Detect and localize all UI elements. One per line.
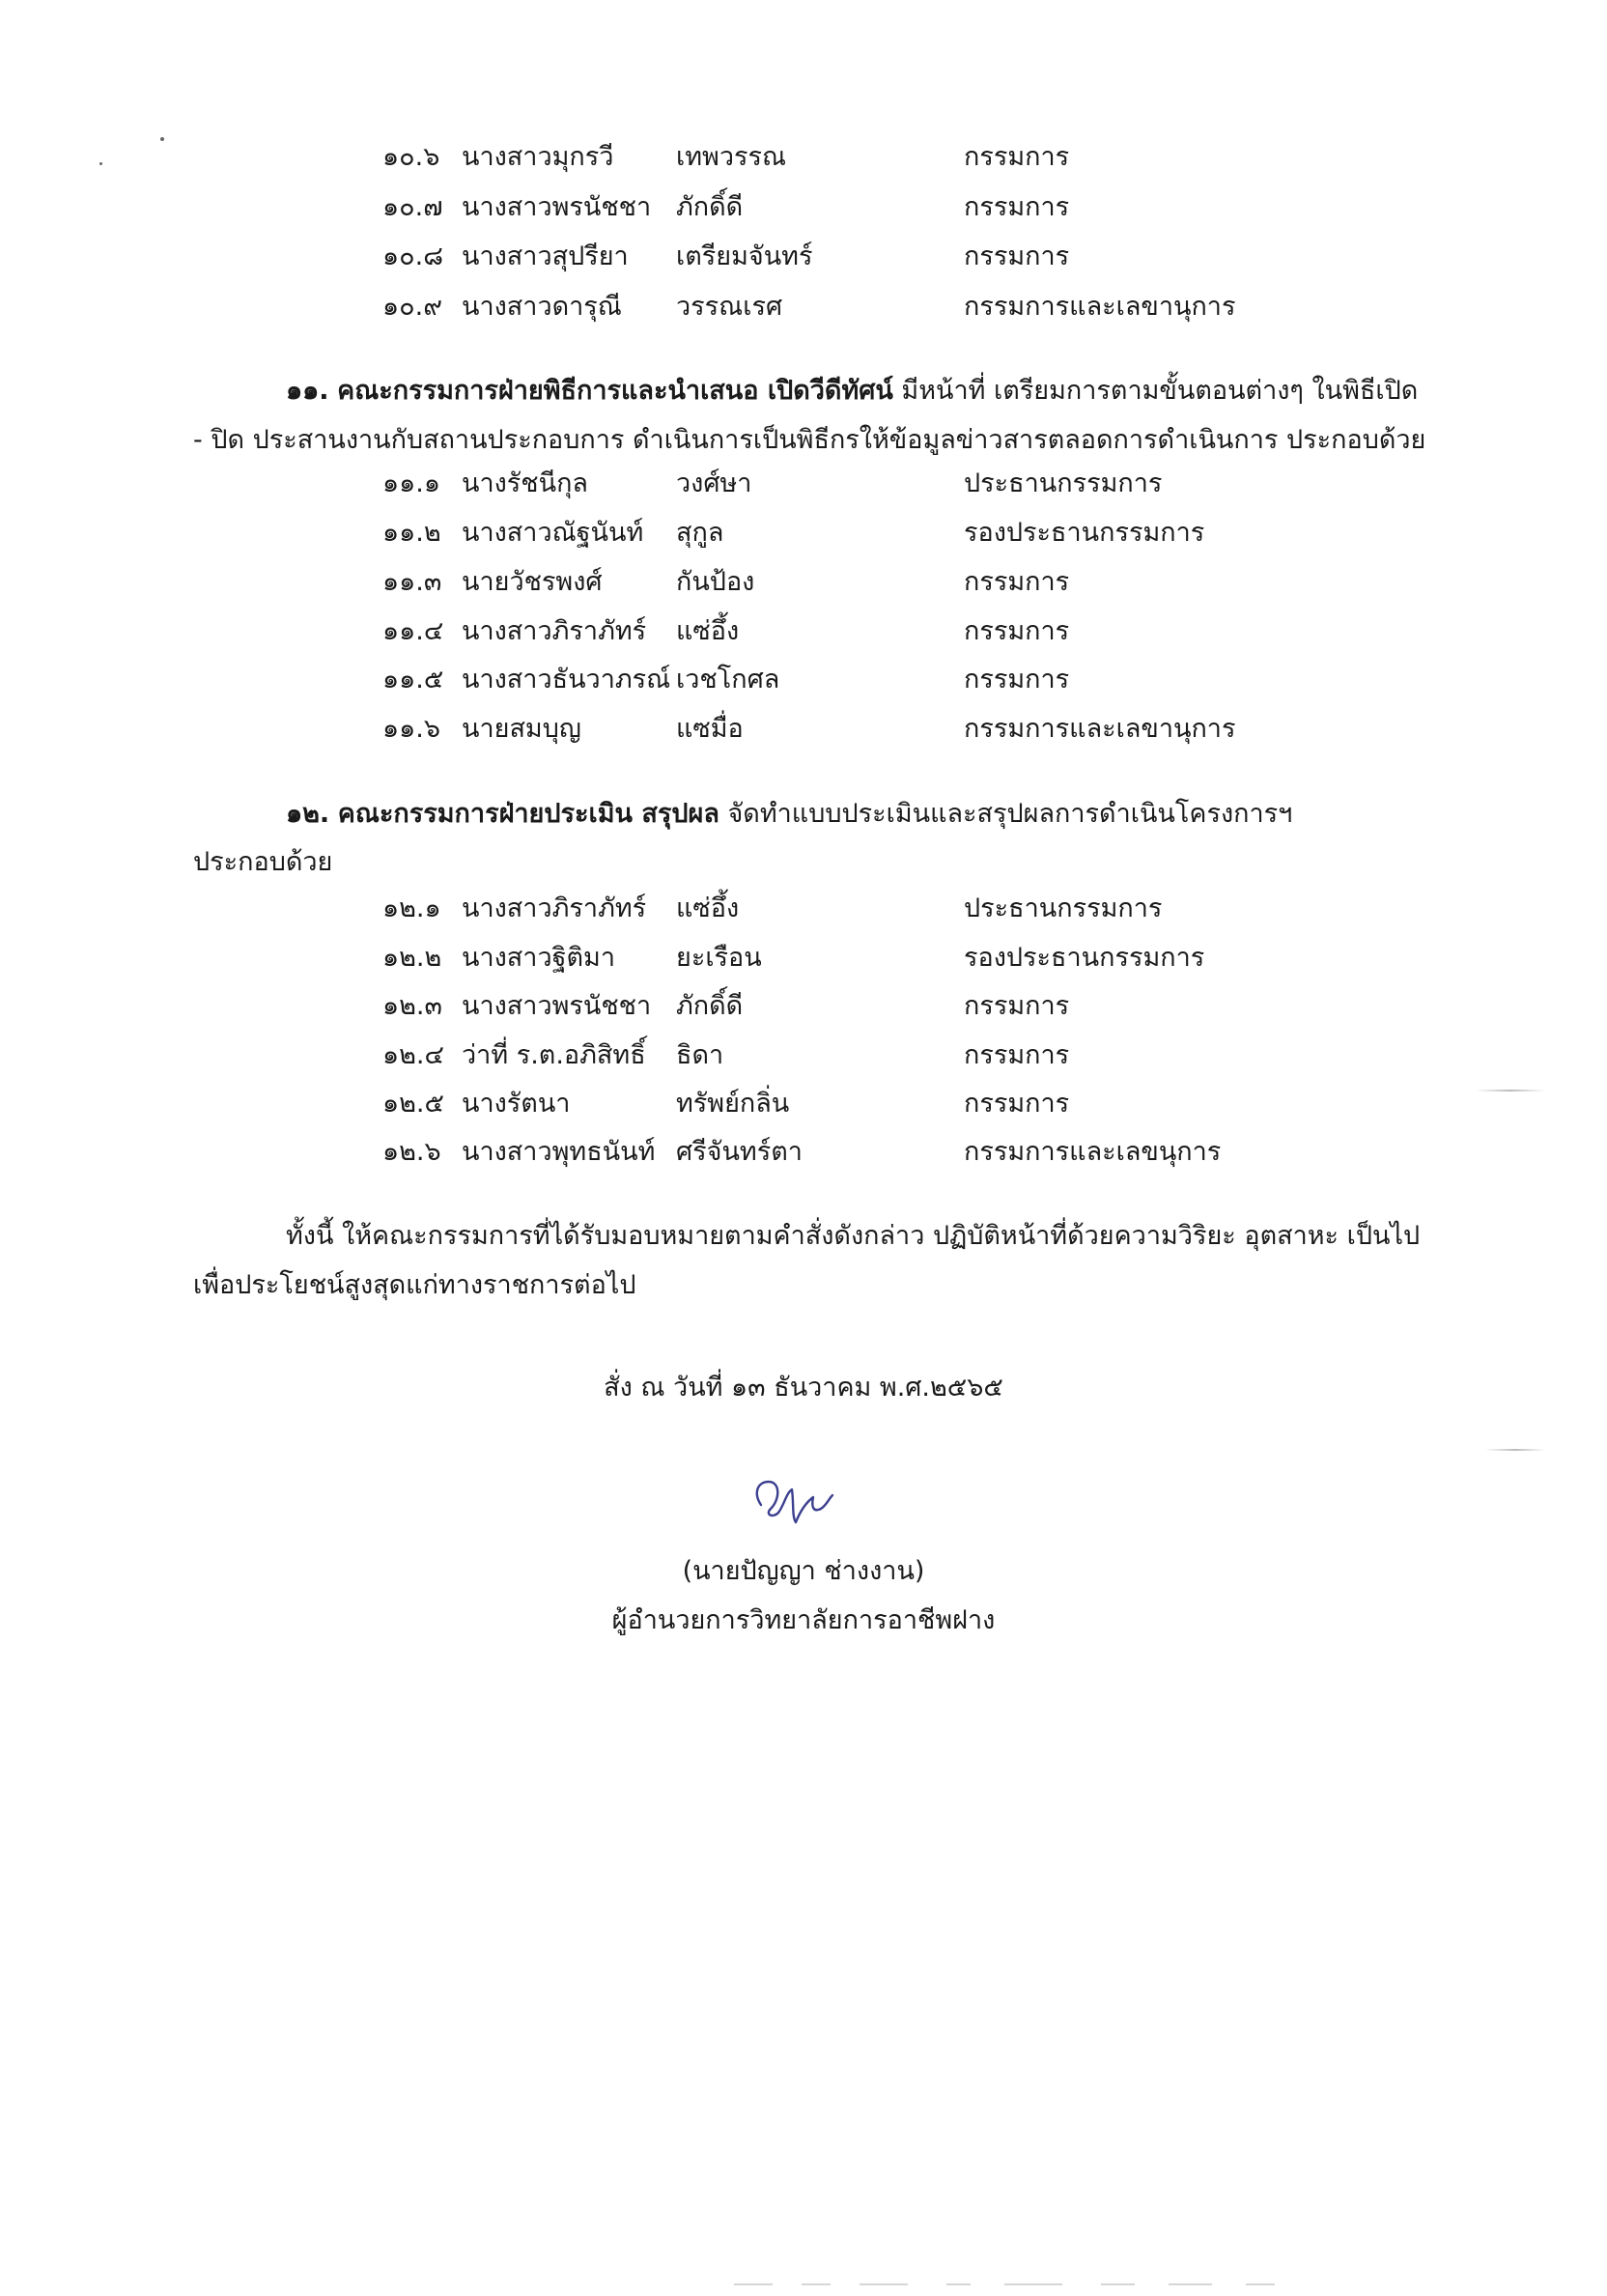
- section-11-description-line: [193, 418, 1425, 463]
- member-name: นายวัชรพงศ์: [462, 567, 603, 597]
- member-number: ๑๐.๗: [382, 192, 443, 222]
- member-name: นางสาวมุกรวี: [462, 142, 614, 172]
- member-role: กรรมการ: [964, 616, 1070, 646]
- member-name: นางสาวพรนัชชา: [462, 991, 652, 1021]
- member-surname: ภักดิ์ดี: [676, 192, 744, 222]
- member-role: รองประธานกรรมการ: [964, 518, 1205, 548]
- member-number: ๑๑.๒: [382, 518, 441, 548]
- member-name: ว่าที่ ร.ต.อภิสิทธิ์: [462, 1040, 646, 1070]
- section-heading: คณะกรรมการฝ่ายพิธีการและนำเสนอ เปิดวีดีทัศน์: [337, 376, 893, 406]
- member-number: ๑๒.๖: [382, 1137, 441, 1167]
- section-description-continued: ประกอบด้วย: [193, 847, 333, 877]
- member-number: ๑๑.๓: [382, 567, 442, 597]
- scan-speck: [99, 162, 102, 165]
- closing-paragraph-line-2: [193, 1263, 636, 1308]
- member-name: นางสาวภิราภัทร์: [462, 893, 647, 923]
- closing-text-continued: เพื่อประโยชน์สูงสุดแก่ทางราชการต่อไป: [193, 1270, 636, 1300]
- member-surname: วรรณเรศ: [676, 292, 783, 322]
- member-name: นางสาวฐิติมา: [462, 943, 615, 973]
- scan-speck: [160, 137, 164, 141]
- section-number: ๑๒.: [286, 799, 330, 829]
- member-role: กรรมการ: [964, 665, 1070, 694]
- member-surname: เตรียมจันทร์: [676, 241, 813, 271]
- section-12-heading-line: [286, 792, 1292, 836]
- member-number: ๑๑.๔: [382, 616, 444, 646]
- member-name: นางสาวธันวาภรณ์: [462, 665, 671, 694]
- member-name: นางสาวพรนัชชา: [462, 192, 652, 222]
- member-role: กรรมการ: [964, 991, 1070, 1021]
- member-name: นางสาวภิราภัทร์: [462, 616, 647, 646]
- member-name: นางสาวดารุณี: [462, 292, 622, 322]
- member-name: นางสาวพุทธนันท์: [462, 1137, 656, 1167]
- member-role: กรรมการและเลขานุการ: [964, 714, 1236, 744]
- member-number: ๑๐.๖: [382, 142, 440, 172]
- member-surname: ทรัพย์กลิ่น: [676, 1089, 790, 1119]
- member-name: นางสาวณัฐนันท์: [462, 518, 644, 548]
- member-name: นางรัชนีกุล: [462, 468, 588, 498]
- member-surname: เวชโกศล: [676, 665, 780, 694]
- member-surname: กันป้อง: [676, 567, 755, 597]
- handwritten-signature: [744, 1460, 860, 1538]
- member-name: นางสาวสุปรียา: [462, 241, 629, 271]
- signatory-position: ผู้อำนวยการวิทยาลัยการอาชีพฝาง: [611, 1605, 996, 1635]
- member-surname: แซ่อึ้ง: [676, 893, 740, 923]
- member-number: ๑๑.๑: [382, 468, 440, 498]
- member-role: กรรมการ: [964, 241, 1070, 271]
- section-12-description-line: [193, 840, 332, 885]
- section-description: จัดทำแบบประเมินและสรุปผลการดำเนินโครงการฯ: [719, 799, 1293, 829]
- order-date: สั่ง ณ วันที่ ๑๓ ธันวาคม พ.ศ.๒๕๖๕: [604, 1373, 1003, 1403]
- member-role: รองประธานกรรมการ: [964, 943, 1205, 973]
- member-number: ๑๑.๖: [382, 714, 440, 744]
- member-surname: ธิดา: [676, 1040, 724, 1070]
- member-role: กรรมการและเลขนุการ: [964, 1137, 1222, 1167]
- signatory-name: (นายปัญญา ช่างงาน): [682, 1556, 925, 1586]
- member-surname: เทพวรรณ: [676, 142, 787, 172]
- member-number: ๑๒.๔: [382, 1040, 444, 1070]
- member-number: ๑๒.๕: [382, 1089, 444, 1119]
- member-role: กรรมการ: [964, 567, 1070, 597]
- scan-smudge: [1476, 1090, 1545, 1091]
- scan-smudge: [1485, 1449, 1545, 1451]
- closing-text: ทั้งนี้ ให้คณะกรรมการที่ได้รับมอบหมายตามคำสั่งดังกล่าว ปฏิบัติหน้าที่ด้วยความวิริยะ อุตสาหะ เป็นไป: [286, 1221, 1421, 1251]
- member-surname: วงศ์ษา: [676, 468, 752, 498]
- member-number: ๑๒.๑: [382, 893, 441, 923]
- scan-footer-marks: [734, 2282, 1313, 2287]
- member-surname: ยะเรือน: [676, 943, 762, 973]
- member-surname: สุกูล: [676, 518, 724, 548]
- member-role: ประธานกรรมการ: [964, 468, 1163, 498]
- member-surname: แซมื่อ: [676, 714, 744, 744]
- member-number: ๑๐.๘: [382, 241, 444, 271]
- member-role: ประธานกรรมการ: [964, 893, 1163, 923]
- member-number: ๑๐.๙: [382, 292, 442, 322]
- member-number: ๑๑.๕: [382, 665, 444, 694]
- member-surname: แซ่อึ้ง: [676, 616, 740, 646]
- section-description-continued: - ปิด ประสานงานกับสถานประกอบการ ดำเนินการเป็นพิธีกรให้ข้อมูลข่าวสารตลอดการดำเนินการ ประกอบด้วย: [193, 425, 1426, 455]
- closing-paragraph-line-1: [286, 1214, 1420, 1259]
- section-description: มีหน้าที่ เตรียมการตามขั้นตอนต่างๆ ในพิธีเปิด: [892, 376, 1419, 406]
- member-role: กรรมการและเลขานุการ: [964, 292, 1236, 322]
- member-name: นายสมบุญ: [462, 714, 581, 744]
- member-role: กรรมการ: [964, 1089, 1070, 1119]
- member-role: กรรมการ: [964, 142, 1070, 172]
- section-11-heading-line: [286, 369, 1418, 413]
- member-number: ๑๒.๓: [382, 991, 442, 1021]
- section-heading: คณะกรรมการฝ่ายประเมิน สรุปผล: [337, 799, 719, 829]
- member-role: กรรมการ: [964, 1040, 1070, 1070]
- member-role: กรรมการ: [964, 192, 1070, 222]
- member-surname: ภักดิ์ดี: [676, 991, 744, 1021]
- member-name: นางรัตนา: [462, 1089, 571, 1119]
- member-number: ๑๒.๒: [382, 943, 442, 973]
- member-surname: ศรีจันทร์ตา: [676, 1137, 803, 1167]
- section-number: ๑๑.: [286, 376, 329, 406]
